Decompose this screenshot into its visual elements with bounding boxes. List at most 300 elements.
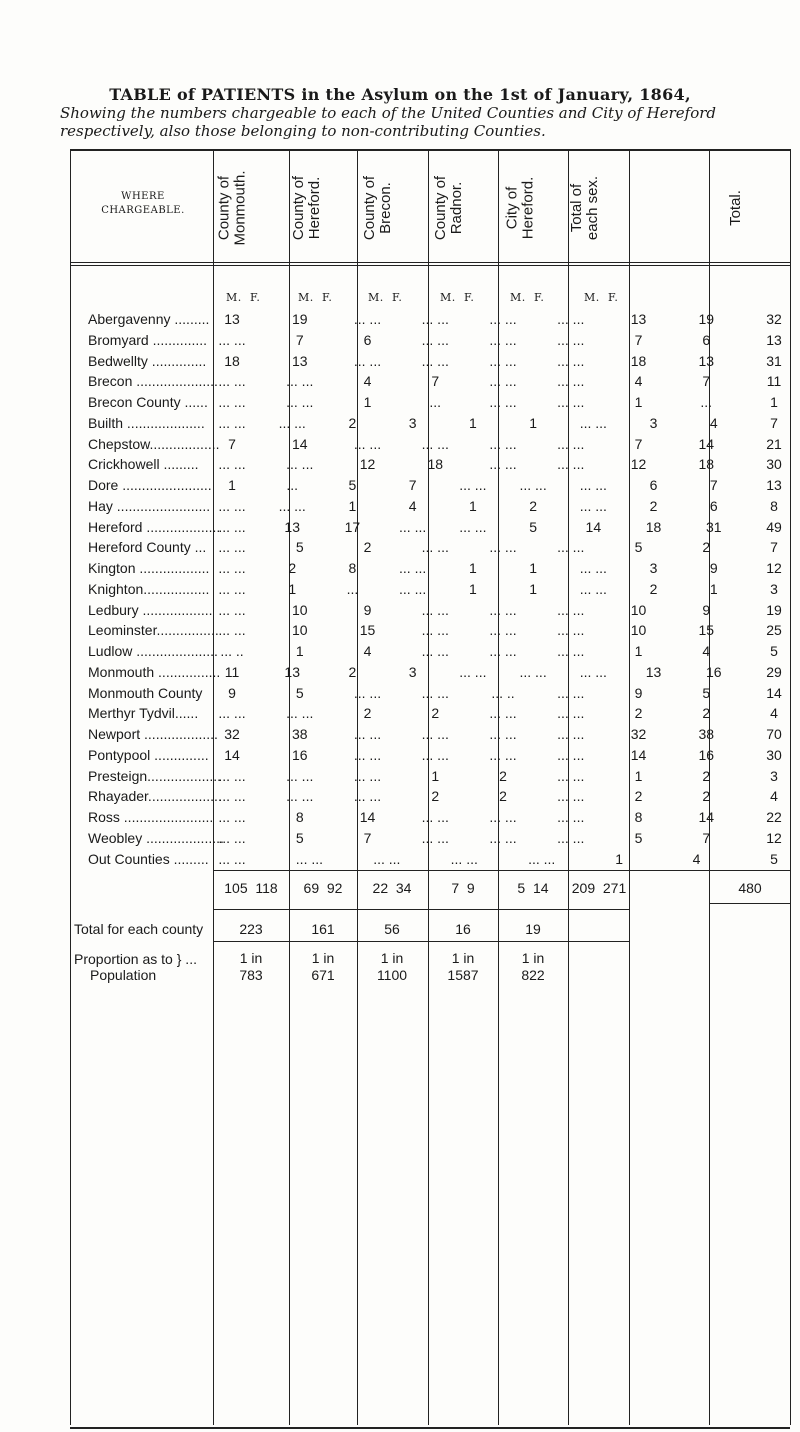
table-cell: 7 (702, 829, 711, 846)
table-cell: 6 (702, 331, 711, 348)
table-cell: 5 (702, 684, 711, 701)
sex-total: 22 34 (372, 880, 412, 896)
table-cell: ... ... (218, 705, 246, 722)
table-row (72, 602, 790, 622)
table-cell: 18 (645, 518, 662, 535)
table-row (72, 539, 790, 559)
table-cell: ... ... (489, 539, 517, 556)
table-row (72, 332, 790, 352)
row-label: Weobley .................... (88, 829, 224, 846)
table-cell: 6 (649, 477, 658, 493)
row-label: Bromyard .............. (88, 331, 208, 348)
table-cell: ... ... (353, 726, 382, 742)
column-rule (70, 149, 71, 1425)
table-cell: 1 (295, 643, 304, 659)
table-cell: 13 (224, 311, 240, 327)
male-label: M. (584, 291, 600, 304)
table-cell: ... ... (489, 809, 517, 825)
male-label: M. (298, 291, 314, 304)
table-cell: ... ... (489, 456, 517, 473)
table-cell: 7 (634, 435, 643, 452)
row-label: Dore ....................... (88, 477, 212, 493)
row-label: Pontypool .............. (88, 746, 209, 763)
female-label: F. (534, 291, 545, 304)
table-cell: 2 (702, 767, 711, 784)
table-cell: 38 (291, 726, 308, 742)
table-cell: 4 (408, 497, 417, 514)
table-cell: 38 (698, 726, 715, 742)
table-cell: ... ... (421, 601, 449, 618)
table-cell: 14 (766, 684, 782, 701)
table-cell: ... ... (557, 331, 585, 348)
table-cell: 18 (698, 456, 715, 473)
county-total: 161 (311, 921, 335, 937)
table-cell: ... ... (557, 705, 585, 722)
proportion-ratio: 1 in (311, 950, 335, 966)
table-cell: 4 (692, 850, 701, 867)
table-row (72, 311, 790, 331)
county-total: 56 (384, 921, 400, 937)
table-cell: ... ... (218, 809, 246, 825)
table-cell: 49 (766, 518, 782, 535)
table-cell: ... .. (491, 684, 515, 701)
table-cell: 2 (288, 560, 297, 576)
table-cell: 9 (363, 601, 372, 618)
table-cell: ... ... (489, 352, 517, 369)
table-cell: ... ... (557, 601, 585, 618)
table-cell: 13 (766, 331, 782, 348)
table-row (72, 415, 790, 435)
table-cell: ... ... (218, 788, 246, 805)
row-label: Ludlow ..................... (88, 643, 218, 659)
table-cell: 10 (630, 601, 647, 618)
table-cell: ... ... (218, 767, 246, 784)
row-label: Abergavenny ......... (88, 311, 210, 327)
table-cell: 2 (363, 539, 372, 556)
table-cell: ... ... (421, 684, 449, 701)
table-cell: 19 (766, 601, 782, 618)
table-cell: 8 (348, 560, 357, 576)
table-cell: 5 (634, 829, 643, 846)
proportion-population: 1587 (447, 967, 479, 983)
table-cell: ... ... (459, 477, 487, 493)
table-cell: ... ... (450, 850, 478, 867)
table-cell: 14 (630, 746, 647, 763)
table-cell: 14 (698, 435, 715, 452)
table-cell: ... ... (557, 352, 585, 369)
table-cell: ... ... (489, 311, 517, 327)
row-label: Kington .................. (88, 560, 210, 576)
table-row (72, 705, 790, 725)
column-header: County of Brecon. (361, 175, 394, 240)
table-cell: ... ... (489, 726, 517, 742)
table-cell: ... ... (557, 809, 585, 825)
table-cell: ... ... (421, 435, 449, 452)
row-label: Knighton................. (88, 580, 210, 597)
table-row (72, 498, 790, 518)
table-row (72, 436, 790, 456)
column-header: City of Hereford. (503, 176, 536, 239)
table-cell: 1 (288, 580, 297, 597)
table-cell: 4 (770, 788, 778, 805)
table-cell: ... ... (218, 539, 246, 556)
table-cell: 5 (348, 477, 357, 493)
table-cell: ... ... (557, 643, 585, 659)
table-cell: ... ... (579, 497, 607, 514)
table-cell: 1 (634, 767, 643, 784)
table-cell: ... ... (286, 373, 314, 390)
table-cell: ... ... (489, 705, 517, 722)
table-row (72, 851, 790, 871)
table-cell: ... ... (218, 560, 246, 576)
sex-total: 105 118 (224, 880, 278, 896)
table-row (72, 456, 790, 476)
table-row (72, 685, 790, 705)
row-label: Newport ................... (88, 726, 218, 742)
table-cell: ... ... (421, 622, 449, 639)
table-cell: 9 (228, 684, 236, 701)
table-cell: 31 (766, 352, 782, 369)
table-row (72, 373, 790, 393)
table-cell: 5 (634, 539, 643, 556)
table-cell: ... ... (489, 373, 517, 390)
male-label: M. (368, 291, 384, 304)
table-cell: 16 (705, 663, 722, 680)
table-cell: 1 (529, 560, 537, 576)
table-cell: 22 (766, 809, 782, 825)
table-cell: 6 (363, 331, 372, 348)
page-title: TABLE of PATIENTS in the Asylum on the 1st of January, 1864, (109, 85, 691, 104)
table-cell: ... ... (557, 456, 585, 473)
table-cell: 7 (408, 477, 417, 493)
table-cell: ... ... (489, 601, 517, 618)
table-cell: ... ... (557, 622, 585, 639)
table-cell: ... ... (421, 311, 449, 327)
table-cell: ... ... (557, 746, 585, 763)
where-chargeable-header: WHERE CHARGEABLE. (101, 191, 185, 216)
table-cell: 13 (284, 518, 300, 535)
table-cell: 19 (291, 311, 308, 327)
sex-total: 7 9 (451, 880, 475, 896)
column-header: County of Monmouth. (216, 169, 250, 246)
table-cell: ... ... (218, 580, 246, 597)
table-cell: 1 (615, 850, 624, 867)
table-cell: 1 (709, 580, 718, 597)
header-rule (70, 262, 790, 263)
table-cell: 9 (702, 601, 711, 618)
table-cell: 2 (431, 788, 440, 805)
table-cell: 7 (295, 331, 304, 348)
female-label: F. (250, 291, 261, 304)
proportion-population: 783 (239, 967, 263, 983)
table-cell: ... ... (353, 746, 382, 763)
table-cell: ... ... (353, 767, 382, 784)
row-label: Ross ....................... (88, 809, 214, 825)
row-label: Rhayader................... (88, 788, 222, 805)
sex-total: 209 271 (571, 880, 627, 896)
table-cell: ... ... (278, 497, 306, 514)
table-cell: ... ... (353, 684, 382, 701)
female-label: F. (322, 291, 333, 304)
table-cell: ... ... (295, 850, 324, 867)
totals-rule (213, 941, 629, 942)
table-cell: 1 (634, 643, 643, 659)
table-cell: 8 (770, 497, 778, 514)
proportion-ratio: 1 in (239, 950, 263, 966)
table-cell: 3 (408, 414, 417, 431)
proportion-ratio: 1 in (451, 950, 475, 966)
column-header: Total. (727, 189, 745, 226)
table-cell: 16 (698, 746, 715, 763)
table-cell: ... ... (373, 850, 401, 867)
table-cell: ... .. (220, 643, 244, 659)
table-cell: 13 (284, 663, 300, 680)
table-cell: 30 (766, 456, 782, 473)
table-cell: 1 (228, 477, 236, 493)
row-label: Ledbury .................. (88, 601, 213, 618)
table-cell: 1 (529, 414, 537, 431)
table-cell: 13 (698, 352, 715, 369)
table-cell: 14 (224, 746, 240, 763)
table-cell: ... ... (353, 311, 382, 327)
table-cell: 1 (468, 560, 477, 576)
table-cell: 30 (766, 746, 782, 763)
table-cell: ... ... (557, 539, 585, 556)
table-cell: 5 (295, 684, 304, 701)
row-label: Builth .................... (88, 414, 205, 431)
row-label: Hay ........................ (88, 497, 211, 514)
table-cell: 7 (363, 829, 372, 846)
table-cell: 15 (359, 622, 376, 639)
male-label: M. (226, 291, 242, 304)
table-cell: 2 (363, 705, 372, 722)
table-cell: ... ... (459, 663, 487, 680)
table-cell: ... ... (528, 850, 556, 867)
table-cell: ... (346, 580, 359, 597)
table-cell: ... ... (421, 809, 449, 825)
male-label: M. (510, 291, 526, 304)
table-cell: 2 (634, 705, 643, 722)
table-cell: 5 (295, 539, 304, 556)
table-cell: 3 (770, 767, 778, 784)
table-cell: 1 (529, 580, 537, 597)
table-cell: 1 (634, 394, 643, 410)
table-row (72, 560, 790, 580)
table-cell: ... ... (218, 622, 246, 639)
table-cell: 29 (766, 663, 782, 680)
row-label: Leominster................ (88, 622, 219, 639)
table-cell: 6 (709, 497, 718, 514)
table-cell: 2 (702, 705, 711, 722)
table-cell: ... ... (286, 705, 314, 722)
table-cell: ... ... (353, 435, 382, 452)
table-cell: 9 (709, 560, 718, 576)
table-cell: ... ... (579, 580, 607, 597)
table-cell: 32 (766, 311, 782, 327)
table-cell: ... ... (579, 477, 607, 493)
table-cell: 2 (348, 663, 357, 680)
row-label: Brecon ..................... (88, 373, 218, 390)
table-cell: 13 (630, 311, 647, 327)
table-cell: 14 (585, 518, 602, 535)
table-cell: ... ... (489, 331, 517, 348)
table-cell: 11 (224, 663, 240, 680)
table-cell: ... ... (489, 435, 517, 452)
table-row (72, 622, 790, 642)
sex-total: 5 14 (517, 880, 549, 896)
table-row (72, 519, 790, 539)
table-cell: ... ... (218, 518, 246, 535)
table-cell: 1 (770, 394, 778, 410)
table-cell: 18 (427, 456, 444, 473)
table-cell: 14 (291, 435, 308, 452)
proportion-ratio: 1 in (380, 950, 404, 966)
table-cell: ... ... (399, 580, 427, 597)
table-cell: 21 (766, 435, 782, 452)
table-cell: 1 (363, 394, 372, 410)
table-cell: 12 (359, 456, 376, 473)
table-cell: ... ... (218, 373, 246, 390)
table-cell: ... ... (218, 456, 246, 473)
table-cell: ... ... (489, 746, 517, 763)
table-cell: ... ... (353, 788, 382, 805)
table-cell: ... ... (489, 394, 517, 410)
table-cell: 2 (529, 497, 537, 514)
table-cell: 7 (709, 477, 718, 493)
row-label: Monmouth ................ (88, 663, 221, 680)
table-cell: ... ... (421, 352, 449, 369)
county-total: 16 (455, 921, 471, 937)
table-cell: 70 (766, 726, 782, 742)
table-cell: 4 (363, 643, 372, 659)
county-total-label: Total for each county (74, 921, 204, 937)
row-label: Monmouth County (88, 684, 203, 701)
proportion-population: 1100 (376, 967, 408, 983)
table-cell: 10 (630, 622, 647, 639)
row-label: Out Counties ......... (88, 850, 209, 867)
table-cell: 1 (468, 580, 477, 597)
column-header: County of Hereford. (290, 175, 323, 240)
table-cell: 25 (766, 622, 782, 639)
proportion-population: 822 (521, 967, 545, 983)
table-cell: 3 (649, 414, 658, 431)
table-cell: 12 (766, 560, 782, 576)
table-cell: 7 (431, 373, 440, 390)
table-cell: 1 (468, 497, 477, 514)
table-row (72, 643, 790, 663)
row-label: Hereford ................... (88, 518, 221, 535)
table-cell: ... ... (557, 767, 585, 784)
table-cell: 12 (630, 456, 647, 473)
row-label: Chepstow.................. (88, 435, 220, 452)
table-cell: 2 (634, 788, 643, 805)
table-cell: 8 (634, 809, 643, 825)
table-cell: ... (700, 394, 713, 410)
row-label: Brecon County ...... (88, 394, 208, 410)
table-cell: 11 (766, 373, 782, 390)
table-cell: ... ... (557, 684, 585, 701)
table-cell: 4 (702, 643, 711, 659)
table-cell: ... ... (579, 560, 607, 576)
female-label: F. (392, 291, 403, 304)
table-cell: ... ... (286, 767, 314, 784)
table-row (72, 747, 790, 767)
table-cell: 3 (770, 580, 778, 597)
table-cell: 2 (702, 788, 711, 805)
table-row (72, 830, 790, 850)
table-cell: 1 (431, 767, 440, 784)
table-cell: ... ... (353, 352, 382, 369)
female-label: F. (464, 291, 475, 304)
row-label: Presteign................... (88, 767, 222, 784)
table-cell: 13 (766, 477, 782, 493)
header-rule (70, 265, 790, 266)
table-cell: ... ... (421, 643, 449, 659)
table-cell: ... ... (421, 331, 449, 348)
table-cell: ... ... (579, 663, 607, 680)
table-cell: ... ... (399, 518, 427, 535)
table-cell: 4 (634, 373, 643, 390)
table-cell: 5 (770, 850, 778, 867)
table-cell: ... ... (286, 456, 314, 473)
table-row (72, 726, 790, 746)
table-cell: 13 (645, 663, 662, 680)
sex-total: 69 92 (303, 880, 343, 896)
table-cell: ... (429, 394, 442, 410)
proportion-population: 671 (311, 967, 335, 983)
table-cell: 17 (344, 518, 361, 535)
page-subtitle: Showing the numbers chargeable to each of the United Counties and City of Hereford respectively, also those belonging to non-contributing Counties. (60, 104, 717, 140)
table-cell: 16 (291, 746, 308, 763)
proportion-ratio: 1 in (521, 950, 545, 966)
table-cell: 1 (348, 497, 357, 514)
row-label: Bedwellty .............. (88, 352, 207, 369)
table-cell: 2 (499, 767, 507, 784)
table-cell: ... ... (557, 726, 585, 742)
table-cell: ... ... (218, 829, 246, 846)
table-cell: ... ... (218, 497, 246, 514)
table-row (72, 788, 790, 808)
county-total: 223 (239, 921, 263, 937)
table-cell: 12 (766, 829, 782, 846)
table-cell: ... ... (579, 414, 607, 431)
column-header: County of Radnor. (432, 175, 465, 240)
table-cell: ... ... (218, 414, 246, 431)
sex-total: 480 (738, 880, 762, 896)
table-row (72, 768, 790, 788)
table-cell: ... ... (489, 622, 517, 639)
table-cell: 2 (649, 497, 658, 514)
totals-rule (213, 909, 629, 910)
table-cell: 4 (363, 373, 372, 390)
table-cell: 32 (630, 726, 647, 742)
table-cell: ... ... (421, 539, 449, 556)
table-cell: 7 (228, 435, 236, 452)
column-header: Total of each sex. (568, 175, 601, 240)
table-cell: 2 (649, 580, 658, 597)
table-cell: ... ... (557, 394, 585, 410)
table-cell: 9 (634, 684, 643, 701)
table-cell: ... ... (489, 829, 517, 846)
table-cell: ... ... (557, 311, 585, 327)
table-cell: ... ... (399, 560, 427, 576)
table-cell: ... ... (286, 788, 314, 805)
table-row (72, 809, 790, 829)
table-cell: ... ... (421, 726, 449, 742)
table-cell: ... ... (489, 643, 517, 659)
table-row (72, 477, 790, 497)
table-cell: ... ... (218, 331, 246, 348)
